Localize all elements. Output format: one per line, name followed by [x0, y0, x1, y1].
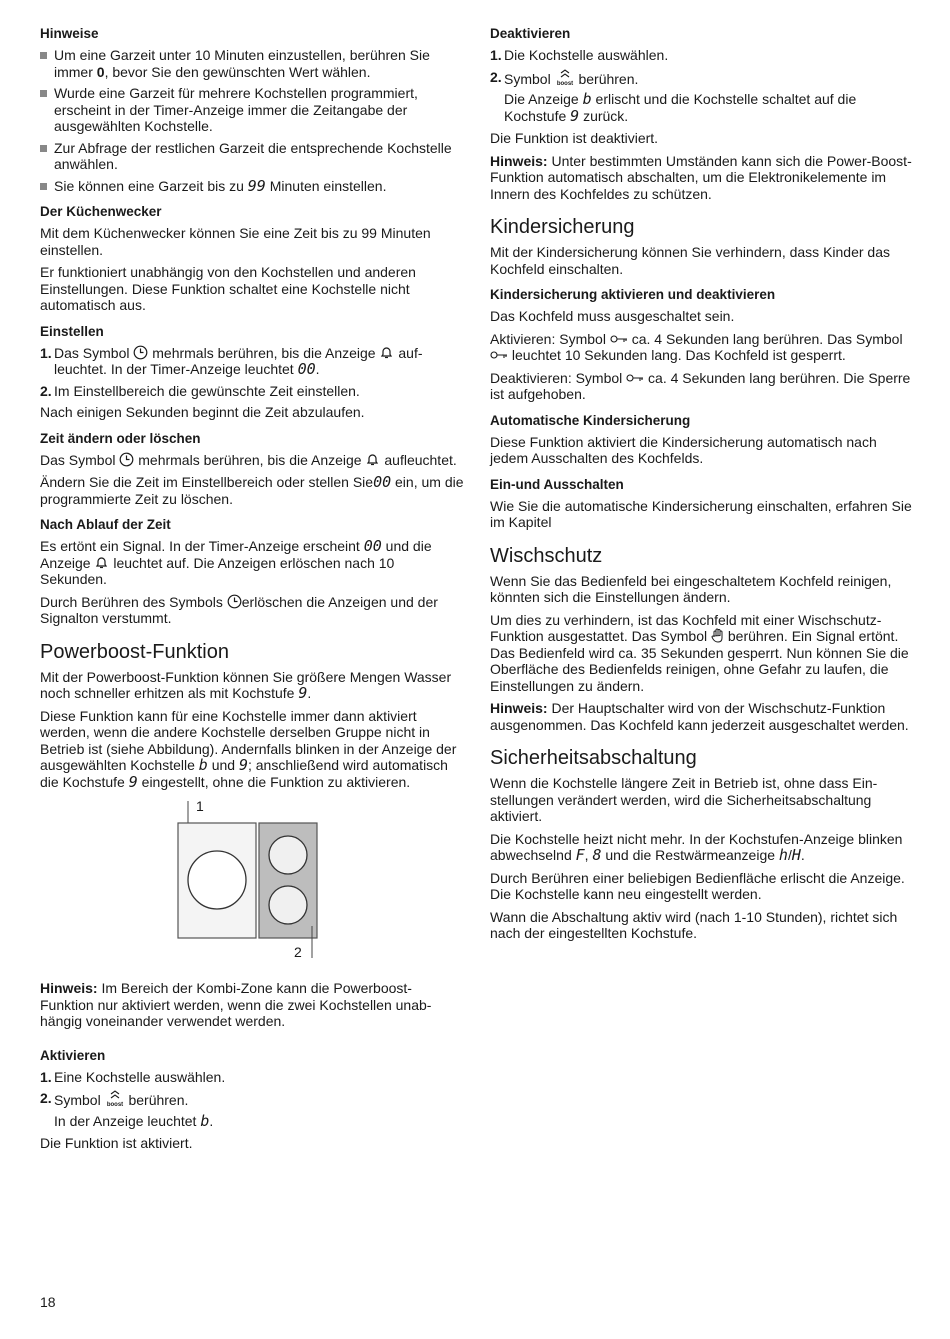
paragraph: Diese Funktion kann für eine Kochstelle immer dann aktiviert werden, wenn die andere Kochstelle derselben Gruppe nicht in Betrieb ist (siehe Abbildung). Andernfalls blinken in der Anzeige der ausgewählten Kochstelle b und 9; anschließend wird automatisch die Kochstufe 9 eingestellt, ohne die Funktion zu aktivieren.	[40, 707, 457, 791]
boost-icon	[105, 1090, 125, 1108]
segment-display-b: b	[582, 90, 592, 108]
einstellen-steps	[40, 345, 464, 400]
clock-icon	[119, 452, 134, 467]
paragraph: Das Symbol mehrmals berühren, bis die Anzeige aufleuchtet.	[40, 451, 457, 468]
paragraph: Mit dem Küchenwecker können Sie eine Zeit bis zu 99 Minuten einstellen.	[40, 225, 431, 258]
deaktivieren-heading: Deaktivieren	[490, 26, 571, 41]
paragraph: Die Funktion ist deaktiviert.	[490, 130, 659, 146]
paragraph: Nach einigen Sekunden beginnt die Zeit abzulaufen.	[40, 404, 365, 420]
aktivieren-heading: Aktivieren	[40, 1047, 106, 1063]
page-number: 18	[40, 1294, 56, 1310]
segment-display-00: 00	[363, 537, 382, 555]
paragraph: Die Funktion ist aktiviert.	[40, 1135, 193, 1151]
wischschutz-heading: Wischschutz	[490, 544, 603, 567]
bell-icon	[379, 345, 394, 360]
paragraph: Wie Sie die automatische Kindersicherung einschalten, erfahren Sie im Kapitel	[490, 497, 912, 530]
kindersicherung-heading: Kindersicherung	[490, 216, 635, 238]
paragraph: Hinweis: Unter bestimmten Umständen kann sich die Power-Boost-Funktion automatisch abschalten, um die Elektronikelemente im Innern des Kochfeldes zu schützen.	[490, 152, 912, 202]
segment-display-F: F	[575, 846, 585, 864]
paragraph: Mit der Kindersicherung können Sie verhindern, dass Kinder das Kochfeld einschalten.	[490, 244, 891, 277]
square-bullet-icon	[40, 52, 47, 59]
segment-display-b: b	[198, 756, 208, 774]
cooktop-figure	[40, 798, 464, 974]
bell-icon	[365, 452, 380, 467]
paragraph: Wenn Sie das Bedienfeld bei eingeschaltetem Kochfeld reinigen, könnten sich die Einstellungen ändern.	[490, 572, 892, 605]
hinweise-heading: Hinweise	[40, 26, 99, 41]
paragraph: Die Anzeige b erlischt und die Kochstelle schaltet auf die Kochstufe 9 zurück.	[504, 90, 857, 125]
paragraph: Durch Berühren des Symbols erlöschen die Anzeigen und der Signalton verstummt.	[40, 593, 438, 626]
kindersicherung-ad-heading: Kindersicherung aktivieren und deaktivieren	[490, 287, 776, 302]
cooktop-diagram	[40, 798, 464, 974]
powerboost-heading: Powerboost-Funktion	[40, 640, 229, 663]
paragraph: Die Kochstelle heizt nicht mehr. In der Kochstufen-Anzeige blinken abwechselnd F, 8 und die Restwärmeanzeige h/H.	[490, 830, 903, 864]
combi-zone-rear-burner	[269, 886, 307, 924]
paragraph: Er funktioniert unabhängig von den Kochstellen und anderen Einstellungen. Diese Funktion schaltet eine Kochstelle nicht automatisch aus.	[40, 264, 416, 313]
segment-display-9: 9	[570, 106, 580, 125]
paragraph: Wann die Abschaltung aktiv wird (nach 1-10 Stunden), richtet sich nach der eingestellten Kochstufe.	[490, 908, 898, 941]
list-item: 1. Die Kochstelle auswählen.	[490, 47, 669, 63]
square-bullet-icon	[40, 183, 47, 190]
paragraph: Hinweis: Der Hauptschalter wird von der Wischschutz-Funktion ausgenommen. Das Kochfeld kann jederzeit ausgeschaltet werden.	[490, 700, 909, 733]
kuechenwecker-heading: Der Küchenwecker	[40, 204, 162, 219]
zeit-aendern-heading: Zeit ändern oder löschen	[40, 430, 201, 446]
segment-display-00: 00	[373, 473, 392, 491]
list-item: Wurde eine Garzeit für mehrere Kochstellen programmiert, erscheint in der Timer-Anzeige immer die Zeitangabe der ausgewählten Kochstelle.	[40, 85, 464, 135]
paragraph: Wenn die Kochstelle längere Zeit in Betrieb ist, ohne dass Einstellungen verändert werden, wird die Sicherheitsabschaltung aktiviert.	[490, 775, 878, 824]
combi-zone-front-burner	[269, 836, 307, 874]
paragraph: Hinweis: Im Bereich der Kombi-Zone kann die Powerboost-Funktion nur aktiviert werden, wenn die zwei Kochstellen unabhängig voneinander verwendet werden.	[40, 980, 432, 1029]
sicherheitsabschaltung-heading: Sicherheitsabschaltung	[490, 747, 697, 769]
figure-label-2: 2	[294, 944, 302, 960]
list-item: 2. Symbol boost berühren.	[490, 68, 639, 87]
svg-text:boost: boost	[106, 1102, 123, 1108]
paragraph: Um dies zu verhindern, ist das Kochfeld mit einer Wischschutz-Funktion ausgestattet. Das Symbol berühren. Ein Signal ertönt. Das Bedienfeld wird ca. 35 Sekunden gesperrt. Nun können Sie die Oberfläche des Bedienfelds reinigen, ohne Gefahr zu laufen, die Einstellungen zu ändern.	[490, 611, 909, 694]
svg-text:boost: boost	[556, 80, 573, 87]
einstellen-heading: Einstellen	[40, 323, 104, 339]
list-item: 2. Im Einstellbereich die gewünschte Zeit einstellen.	[40, 382, 360, 399]
segment-display-H: H	[791, 846, 801, 864]
clock-icon	[227, 594, 242, 609]
segment-display-b: b	[200, 1111, 210, 1130]
square-bullet-icon	[40, 90, 47, 97]
segment-display-99: 99	[247, 176, 266, 195]
left-column	[40, 24, 464, 1158]
nach-ablauf-heading: Nach Ablauf der Zeit	[40, 517, 171, 532]
paragraph: Aktivieren: Symbol ca. 4 Sekunden lang berühren. Das Symbol leuchtet 10 Sekunden lang. Das Kochfeld ist gesperrt.	[490, 330, 903, 363]
square-bullet-icon	[40, 145, 47, 152]
ein-ausschalten-heading: Ein-und Ausschalten	[490, 476, 624, 492]
bell-icon	[94, 555, 109, 570]
clock-icon	[133, 345, 148, 360]
paragraph: In der Anzeige leuchtet b.	[54, 1111, 214, 1130]
segment-display-h: h	[778, 846, 788, 864]
segment-display-8: 8	[592, 846, 602, 864]
list-item: 1. Eine Kochstelle auswählen.	[40, 1068, 226, 1085]
hand-icon	[711, 628, 724, 643]
list-item: Zur Abfrage der restlichen Garzeit die entsprechende Kochstelle anwählen.	[40, 140, 464, 173]
paragraph: Deaktivieren: Symbol ca. 4 Sekunden lang berühren. Die Sperre ist aufgehoben.	[490, 369, 911, 402]
key-icon	[626, 373, 644, 383]
aktivieren-steps	[40, 1069, 464, 1109]
paragraph: Ändern Sie die Zeit im Einstellbereich oder stellen Sie00 ein, um die programmierte Zeit zu löschen.	[40, 473, 464, 507]
key-icon	[490, 350, 508, 360]
right-column	[490, 24, 915, 948]
paragraph: Es ertönt ein Signal. In der Timer-Anzeige erscheint 00 und die Anzeige leuchtet auf. Die Anzeigen erlöschen nach 10 Sekunden.	[40, 537, 432, 587]
segment-display-00: 00	[297, 360, 316, 378]
list-item: 1. Das Symbol mehrmals berühren, bis die Anzeige aufleuchtet. In der Timer-Anzeige leuchtet 00.	[40, 344, 423, 378]
deaktivieren-steps	[490, 47, 915, 87]
segment-display-9: 9	[298, 684, 308, 702]
paragraph: Diese Funktion aktiviert die Kindersicherung automatisch nach jedem Ausschalten des Kochfelds.	[490, 433, 877, 466]
paragraph: Mit der Powerboost-Funktion können Sie größere Mengen Wasser noch schneller erhitzen als mit Kochstufe 9.	[40, 668, 452, 702]
key-icon	[610, 334, 628, 344]
list-item: Sie können eine Garzeit bis zu 99 Minuten einstellen.	[40, 178, 464, 195]
segment-display-9: 9	[128, 772, 138, 791]
segment-display-9: 9	[238, 756, 248, 774]
paragraph: Das Kochfeld muss ausgeschaltet sein.	[490, 308, 735, 324]
figure-label-1: 1	[196, 798, 204, 814]
list-item: Um eine Garzeit unter 10 Minuten einzustellen, berühren Sie immer 0, bevor Sie den gewünschten Wert wählen.	[40, 47, 464, 80]
paragraph: Durch Berühren einer beliebigen Bedienfläche erlischt die Anzeige. Die Kochstelle kann neu eingestellt werden.	[490, 869, 905, 902]
list-item: 2. Symbol boost berühren.	[40, 1090, 189, 1108]
hinweise-list	[40, 47, 464, 194]
single-zone-burner	[188, 851, 246, 909]
auto-kindersicherung-heading: Automatische Kindersicherung	[490, 412, 691, 428]
boost-icon	[555, 69, 575, 87]
